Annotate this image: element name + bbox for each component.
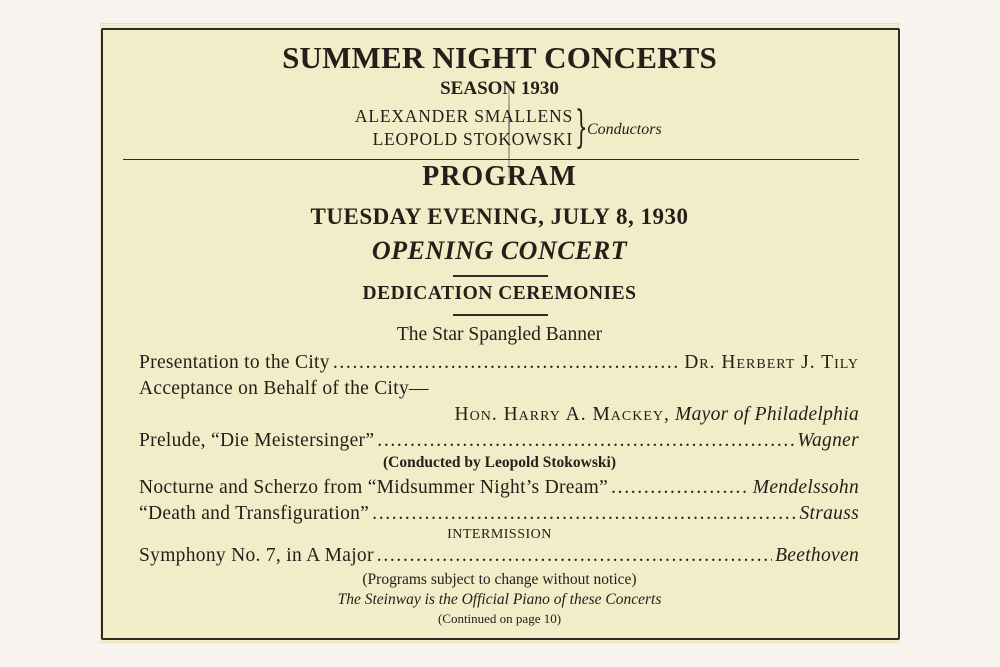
conductor-names bbox=[301, 105, 573, 151]
item-title: Prelude, “Die Meistersinger” bbox=[139, 430, 375, 451]
dot-leader bbox=[333, 352, 681, 374]
section-heading: DEDICATION CEREMONIES bbox=[362, 283, 637, 304]
item-title: Symphony No. 7, in A Major bbox=[139, 545, 374, 566]
item-title: Nocturne and Scherzo from “Midsummer Night’s Dream” bbox=[139, 477, 609, 498]
dot-leader bbox=[377, 430, 794, 452]
program-item bbox=[139, 430, 859, 454]
item-title: Acceptance on Behalf of the City— bbox=[139, 378, 429, 399]
item-title: “Death and Transfiguration” bbox=[139, 503, 370, 524]
item-composer: Strauss bbox=[799, 503, 859, 524]
sponsor-line: The Steinway is the Official Piano of these Concerts bbox=[337, 591, 662, 608]
section-rule bbox=[453, 314, 548, 316]
program-item bbox=[139, 545, 859, 569]
item-role: Mayor of Philadelphia bbox=[669, 404, 859, 425]
conductor-name: LEOPOLD STOKOWSKI bbox=[372, 129, 573, 149]
concert-date: TUESDAY EVENING, JULY 8, 1930 bbox=[310, 204, 689, 229]
program-item bbox=[139, 503, 859, 527]
program-item bbox=[139, 352, 859, 376]
brace-glyph: } bbox=[575, 102, 588, 153]
item-composer: Wagner bbox=[797, 430, 859, 451]
program-item bbox=[139, 378, 859, 402]
item-composer: Mendelssohn bbox=[752, 477, 859, 498]
program-heading: PROGRAM bbox=[422, 161, 577, 192]
conductor-name: ALEXANDER SMALLENS bbox=[354, 106, 573, 126]
conductor-note: (Conducted by Leopold Stokowski) bbox=[383, 454, 616, 471]
continued-note: (Continued on page 10) bbox=[437, 611, 562, 626]
dot-leader bbox=[377, 545, 772, 567]
dot-leader bbox=[611, 477, 750, 499]
program-page bbox=[101, 24, 898, 642]
header-divider bbox=[123, 159, 859, 160]
season-label: SEASON 1930 bbox=[440, 78, 559, 99]
dot-leader bbox=[372, 503, 796, 525]
item-title: Presentation to the City bbox=[139, 352, 330, 373]
item-composer: Beethoven bbox=[775, 545, 859, 566]
section-rule bbox=[453, 275, 548, 277]
concert-title: SUMMER NIGHT CONCERTS bbox=[282, 40, 717, 75]
program-item bbox=[139, 477, 859, 501]
intermission-label: INTERMISSION bbox=[447, 527, 552, 542]
item-person: Hon. Harry A. Mackey, bbox=[454, 404, 670, 425]
item-person: Dr. Herbert J. Tily bbox=[684, 352, 859, 373]
program-item bbox=[139, 404, 859, 428]
concert-subtitle: OPENING CONCERT bbox=[371, 236, 628, 265]
disclaimer: (Programs subject to change without notice) bbox=[362, 571, 637, 588]
conductors-label: Conductors bbox=[587, 121, 662, 138]
anthem-item: The Star Spangled Banner bbox=[396, 324, 603, 345]
